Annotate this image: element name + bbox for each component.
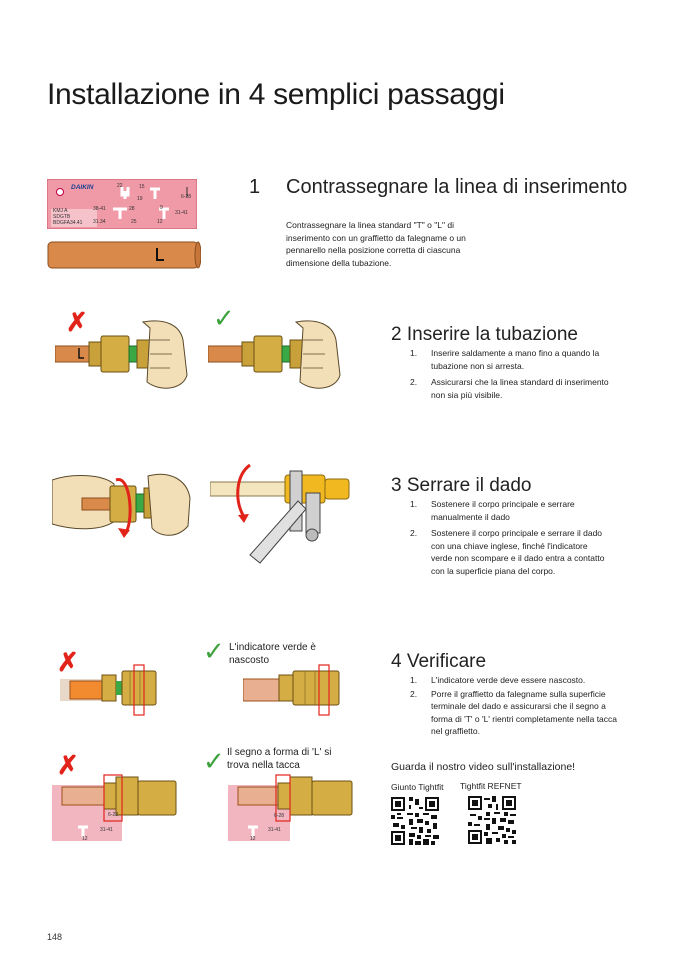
fitting-insert-wrong bbox=[55, 320, 195, 400]
wrong-mark: ✗ bbox=[57, 647, 79, 677]
list-item: 1. Inserire saldamente a mano fino a quando la tubazione non si arresta. bbox=[410, 348, 600, 371]
page-title: Installazione in 4 semplici passaggi bbox=[47, 78, 505, 111]
step-1-text: Contrassegnare la linea standard "T" o "L" di inserimento con un graffietto da falegname o un pennarello nella posizione corretta di ciascuna dimensione della tubazione. bbox=[286, 220, 466, 268]
verify-notch-right bbox=[228, 773, 358, 850]
right-mark: ✓ bbox=[213, 303, 235, 333]
gauge-label: 19 bbox=[137, 196, 143, 202]
qr-code-tightfit[interactable] bbox=[391, 797, 439, 850]
wrong-mark: ✗ bbox=[57, 750, 79, 780]
copper-pipe-marked bbox=[47, 240, 201, 275]
hand-tighten-illustration bbox=[52, 468, 192, 548]
gauge-label: 12 bbox=[157, 219, 163, 225]
step-3-heading: 3 Serrare il dado bbox=[391, 475, 532, 496]
gauge-label: 25 bbox=[131, 219, 137, 225]
wrong-mark: ✗ bbox=[66, 307, 88, 337]
gauge-label: 12 bbox=[250, 836, 256, 842]
fitting-insert-right bbox=[208, 320, 348, 400]
list-item: 2. Sostenere il corpo principale e serrare il dado con una chiave inglese, finché l'indicatore verde non scompare e il dado entra a contatto con la superficie piana del corpo. bbox=[410, 528, 605, 576]
verify-green-right bbox=[243, 663, 343, 723]
verify-notch-wrong bbox=[52, 773, 180, 850]
page-number: 148 bbox=[47, 932, 63, 942]
gauge-label: 38-41 bbox=[93, 206, 106, 212]
video-heading: Guarda il nostro video sull'installazione! bbox=[391, 761, 576, 773]
caption-green-hidden: L'indicatore verde è nascosto bbox=[229, 642, 316, 666]
caption-notch: Il segno a forma di 'L' si trova nella tacca bbox=[227, 747, 332, 771]
right-mark: ✓ bbox=[203, 746, 225, 776]
gauge-label: 6-28 bbox=[108, 812, 119, 818]
step-2-list bbox=[410, 347, 615, 405]
list-item: 2. Porre il graffietto da falegname sulla superficie terminale del dado e assicurarsi che il segno a forma di 'T' o 'L' rientri completamente nella tacca nel graffietto. bbox=[410, 688, 618, 736]
step-3-list bbox=[410, 498, 605, 581]
verify-green-wrong bbox=[60, 663, 160, 723]
gauge-label: 31.34 bbox=[93, 219, 106, 225]
step-1-heading: Contrassegnare la linea di inserimento bbox=[286, 176, 628, 198]
gauge-tool bbox=[47, 179, 197, 229]
gauge-label: 9 bbox=[160, 205, 163, 211]
list-item: 1. L'indicatore verde deve essere nascosto. bbox=[410, 675, 586, 685]
gauge-brand: DAIKIN bbox=[71, 184, 94, 191]
list-item: 2. Assicurarsi che la linea standard di inserimento non sia più visibile. bbox=[410, 377, 609, 400]
gauge-label: 31-41 bbox=[175, 210, 188, 216]
step-1-number: 1 bbox=[249, 176, 261, 198]
gauge-label: 12 bbox=[82, 836, 88, 842]
right-mark: ✓ bbox=[203, 636, 225, 666]
step-4-list bbox=[410, 674, 625, 742]
gauge-codes: KMJ A SDGTB BDGFA34.41 bbox=[53, 208, 83, 226]
wrench-tighten-illustration bbox=[210, 455, 355, 570]
step-4-heading: 4 Verificare bbox=[391, 651, 487, 672]
list-item: 1. Sostenere il corpo principale e serrare manualmente il dado bbox=[410, 499, 575, 522]
gauge-label: 31-41 bbox=[100, 827, 113, 833]
gauge-label: 6-28 bbox=[274, 813, 285, 819]
gauge-label: 15 bbox=[139, 184, 145, 190]
gauge-label: 31-41 bbox=[268, 827, 281, 833]
qr-code-refnet[interactable] bbox=[468, 796, 516, 849]
gauge-label: 22 bbox=[117, 183, 123, 189]
qr-label-tightfit: Giunto Tightfit bbox=[391, 782, 444, 792]
step-2-heading: 2 Inserire la tubazione bbox=[391, 324, 578, 345]
qr-label-refnet: Tightfit REFNET bbox=[460, 781, 522, 791]
gauge-label: 6-28 bbox=[181, 194, 192, 200]
gauge-label: 28 bbox=[129, 206, 135, 212]
